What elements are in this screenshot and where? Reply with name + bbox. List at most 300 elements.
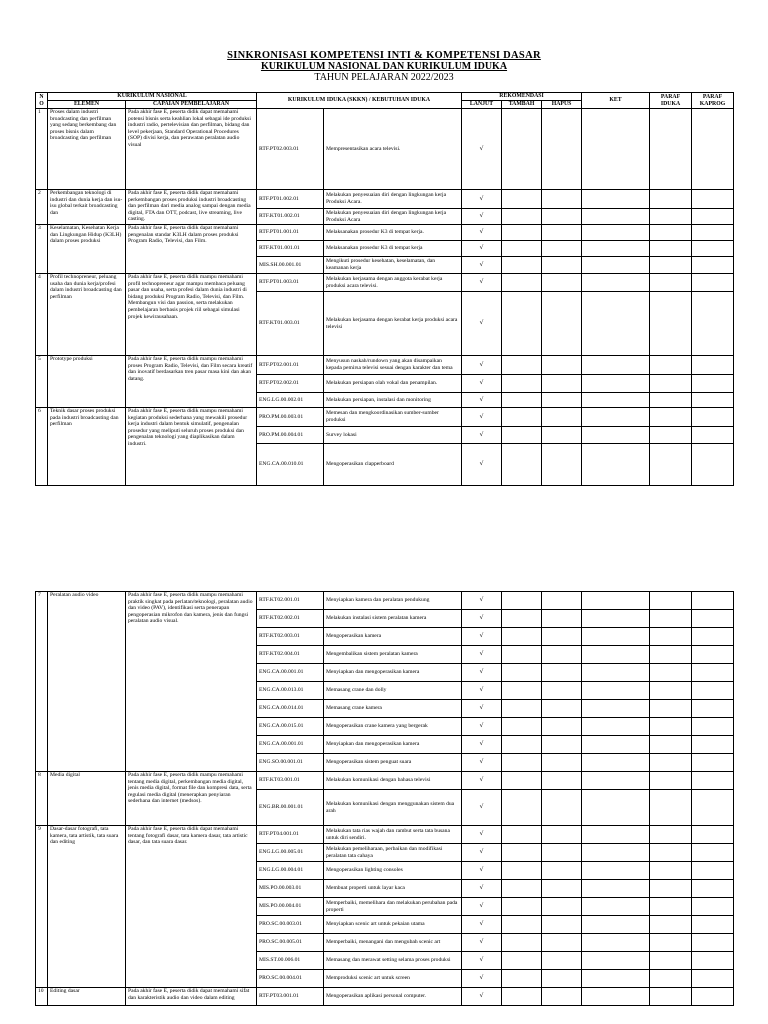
paraf-kaprog-cell xyxy=(692,646,734,664)
unit-title-cell: Mengoperasikan clapperboard xyxy=(324,444,462,486)
unit-code-cell: RTF.KT02.001.01 xyxy=(257,592,324,610)
paraf-iduka-cell xyxy=(650,700,692,718)
unit-title-cell: Memasang dan merawat setting selama proses produksi xyxy=(324,952,462,970)
elemen-cell: Perkembangan teknologi di industri dan dunia kerja dan isu-isu global terkait broadcasting dan xyxy=(48,190,126,225)
ket-cell xyxy=(582,772,650,790)
ket-cell xyxy=(582,292,650,356)
lanjut-check-cell: √ xyxy=(462,862,502,880)
paraf-iduka-cell xyxy=(650,970,692,988)
lanjut-check-cell: √ xyxy=(462,225,502,241)
hapus-cell xyxy=(542,880,582,898)
ket-cell xyxy=(582,916,650,934)
sync-table-page-1 xyxy=(35,92,734,486)
ket-cell xyxy=(582,274,650,292)
row-number: 5 xyxy=(36,356,48,408)
lanjut-check-cell: √ xyxy=(462,844,502,862)
unit-code-cell: ENG.CA.00.015.01 xyxy=(257,718,324,736)
hapus-cell xyxy=(542,934,582,952)
unit-title-cell: Melakukan komunikasi dengan menggunakan sistem dua arah xyxy=(324,790,462,826)
paraf-kaprog-cell xyxy=(692,664,734,682)
lanjut-check-cell: √ xyxy=(462,754,502,772)
paraf-kaprog-cell xyxy=(692,772,734,790)
col-iduka: KURIKULUM IDUKA (SKKN) / KEBUTUHAN IDUKA xyxy=(257,93,462,109)
unit-title-cell: Melakukan persiapan, instalasi dan monitoring xyxy=(324,393,462,408)
hapus-cell xyxy=(542,664,582,682)
hapus-cell xyxy=(542,241,582,257)
paraf-kaprog-cell xyxy=(692,274,734,292)
hapus-cell xyxy=(542,444,582,486)
paraf-kaprog-cell xyxy=(692,916,734,934)
lanjut-check-cell: √ xyxy=(462,592,502,610)
unit-code-cell: PRO.PM.00.004.01 xyxy=(257,427,324,444)
paraf-iduka-cell xyxy=(650,916,692,934)
unit-code-cell: RTF.KT02.004.01 xyxy=(257,646,324,664)
tambah-cell xyxy=(502,444,542,486)
hapus-cell xyxy=(542,274,582,292)
paraf-iduka-cell xyxy=(650,718,692,736)
unit-title-cell: Memperbaiki, menangani dan mengubah scenic art xyxy=(324,934,462,952)
paraf-kaprog-cell xyxy=(692,592,734,610)
hapus-cell xyxy=(542,952,582,970)
ket-cell xyxy=(582,898,650,916)
paraf-iduka-cell xyxy=(650,952,692,970)
tambah-cell xyxy=(502,718,542,736)
hapus-cell xyxy=(542,257,582,274)
ket-cell xyxy=(582,646,650,664)
hapus-cell xyxy=(542,610,582,628)
paraf-iduka-cell xyxy=(650,393,692,408)
doc-title: SINKRONISASI KOMPETENSI INTI & KOMPETENSI DASAR xyxy=(227,50,541,61)
paraf-kaprog-cell xyxy=(692,209,734,225)
ket-cell xyxy=(582,408,650,427)
ket-cell xyxy=(582,356,650,375)
unit-title-cell: Melakukan pemeliharaan, perbaikan dan modifikasi peralatan tata cahaya xyxy=(324,844,462,862)
tambah-cell xyxy=(502,826,542,844)
unit-code-cell: ENG.CA.00.010.01 xyxy=(257,444,324,486)
tambah-cell xyxy=(502,274,542,292)
tambah-cell xyxy=(502,209,542,225)
ket-cell xyxy=(582,970,650,988)
ket-cell xyxy=(582,790,650,826)
elemen-cell: Media digital xyxy=(48,772,126,826)
paraf-kaprog-cell xyxy=(692,952,734,970)
lanjut-check-cell: √ xyxy=(462,790,502,826)
lanjut-check-cell: √ xyxy=(462,628,502,646)
paraf-iduka-cell xyxy=(650,241,692,257)
col-kurnas: KURIKULUM NASIONAL xyxy=(48,93,257,101)
ket-cell xyxy=(582,190,650,209)
unit-title-cell: Melakukan penyesuaian diri dengan lingkungan kerja Produksi Acara xyxy=(324,209,462,225)
paraf-iduka-cell xyxy=(650,427,692,444)
unit-code-cell: PRO.SC.00.003.01 xyxy=(257,916,324,934)
hapus-cell xyxy=(542,988,582,1006)
paraf-kaprog-cell xyxy=(692,682,734,700)
paraf-kaprog-cell xyxy=(692,718,734,736)
hapus-cell xyxy=(542,375,582,393)
elemen-cell: Profil technopreneur, peluang usaha dan dunia kerja/profesi dalam industri broadcasting dan perfilman xyxy=(48,274,126,356)
tambah-cell xyxy=(502,880,542,898)
paraf-kaprog-cell xyxy=(692,393,734,408)
unit-title-cell: Melakukan tata rias wajah dan rambut serta tata busana untuk diri sendiri. xyxy=(324,826,462,844)
paraf-kaprog-cell xyxy=(692,700,734,718)
lanjut-check-cell: √ xyxy=(462,736,502,754)
elemen-cell: Proses dalam industri broadcasting dan perfilman yang sedang berkembang dan proses bisnis dalam broadcasting dan perfilman xyxy=(48,109,126,190)
col-rekomendasi: REKOMENDASI xyxy=(462,93,582,101)
paraf-kaprog-cell xyxy=(692,934,734,952)
unit-title-cell: Menyiapkan dan mengoperasikan kamera xyxy=(324,736,462,754)
unit-code-cell: ENG.CA.00.014.01 xyxy=(257,700,324,718)
ket-cell xyxy=(582,257,650,274)
unit-code-cell: MIS.PO.00.003.01 xyxy=(257,880,324,898)
tambah-cell xyxy=(502,790,542,826)
row-number: 4 xyxy=(36,274,48,356)
table-row xyxy=(36,190,734,209)
paraf-kaprog-cell xyxy=(692,225,734,241)
ket-cell xyxy=(582,592,650,610)
tambah-cell xyxy=(502,898,542,916)
doc-subtitle: KURIKULUM NASIONAL DAN KURIKULUM IDUKA xyxy=(260,61,508,72)
unit-code-cell: ENG.CA.00.001.01 xyxy=(257,664,324,682)
paraf-kaprog-cell xyxy=(692,375,734,393)
unit-code-cell: RTF.KT01.001.01 xyxy=(257,241,324,257)
ket-cell xyxy=(582,754,650,772)
tambah-cell xyxy=(502,356,542,375)
ket-cell xyxy=(582,427,650,444)
unit-title-cell: Melakukan penyesuaian diri dengan lingkungan kerja Produksi Acara. xyxy=(324,190,462,209)
unit-title-cell: Melakukan persiapan olah vokal dan penampilan. xyxy=(324,375,462,393)
hapus-cell xyxy=(542,628,582,646)
unit-title-cell: Mempresentasikan acara televisi. xyxy=(324,109,462,190)
lanjut-check-cell: √ xyxy=(462,898,502,916)
capaian-cell: Pada akhir fase E, peserta didik mampu memahami proses Program Radio, Televisi, dan Film secara kreatif dan inovatif berdasarkan tren pasar masa kini dan akan datang. xyxy=(126,356,257,408)
lanjut-check-cell: √ xyxy=(462,700,502,718)
paraf-iduka-cell xyxy=(650,375,692,393)
unit-title-cell: Mengoperasikan sistem penguat suara xyxy=(324,754,462,772)
hapus-cell xyxy=(542,772,582,790)
unit-code-cell: RTF.KT03.001.01 xyxy=(257,772,324,790)
paraf-iduka-cell xyxy=(650,356,692,375)
lanjut-check-cell: √ xyxy=(462,109,502,190)
lanjut-check-cell: √ xyxy=(462,444,502,486)
row-number: 6 xyxy=(36,408,48,486)
tambah-cell xyxy=(502,772,542,790)
row-number: 7 xyxy=(36,592,48,772)
capaian-cell: Pada akhir fase E, peserta didik mampu memahami kegiatan produksi sederhana yang mewakili prosedur kerja industri dalam bentuk simulatif, pengenalan prosedur yang meliputi seluruh proses produksi dan pengenalan teknologi yang diaplikasikan dalam industri. xyxy=(126,408,257,486)
hapus-cell xyxy=(542,898,582,916)
unit-title-cell: Melakukan kerjasama dengan kerabat kerja produksi acara televisi xyxy=(324,292,462,356)
unit-code-cell: RTF.KT01.003.01 xyxy=(257,292,324,356)
col-lanjut: LANJUT xyxy=(462,101,502,109)
row-number: 8 xyxy=(36,772,48,826)
paraf-iduka-cell xyxy=(650,898,692,916)
unit-code-cell: ENG.CA.00.013.01 xyxy=(257,682,324,700)
ket-cell xyxy=(582,225,650,241)
paraf-iduka-cell xyxy=(650,862,692,880)
paraf-iduka-cell xyxy=(650,274,692,292)
tambah-cell xyxy=(502,408,542,427)
unit-title-cell: Menyiapkan scenic art untuk pekaian utama xyxy=(324,916,462,934)
tambah-cell xyxy=(502,241,542,257)
col-paraf-iduka: PARAF IDUKA xyxy=(650,93,692,109)
unit-code-cell: PRO.PM.00.003.01 xyxy=(257,408,324,427)
ket-cell xyxy=(582,736,650,754)
paraf-kaprog-cell xyxy=(692,790,734,826)
unit-code-cell: ENG.SO.00.001.01 xyxy=(257,754,324,772)
unit-code-cell: ENG.LG.00.005.01 xyxy=(257,844,324,862)
capaian-cell: Pada akhir fase E, peserta didik dapat memahami tentang fotografi dasar, tata kamera dasar, tata artistic dasar, dan tata suara dasar. xyxy=(126,826,257,988)
unit-title-cell: Memasang crane kamera xyxy=(324,700,462,718)
paraf-kaprog-cell xyxy=(692,190,734,209)
hapus-cell xyxy=(542,970,582,988)
col-elemen: ELEMEN xyxy=(48,101,126,109)
tambah-cell xyxy=(502,225,542,241)
table-row xyxy=(36,988,734,1006)
hapus-cell xyxy=(542,718,582,736)
unit-code-cell: RTF.KT02.003.01 xyxy=(257,628,324,646)
lanjut-check-cell: √ xyxy=(462,772,502,790)
paraf-iduka-cell xyxy=(650,592,692,610)
paraf-kaprog-cell xyxy=(692,862,734,880)
tambah-cell xyxy=(502,862,542,880)
unit-code-cell: RTF.PT01.003.01 xyxy=(257,274,324,292)
row-number: 9 xyxy=(36,826,48,988)
tambah-cell xyxy=(502,628,542,646)
ket-cell xyxy=(582,988,650,1006)
unit-title-cell: Menyiapkan dan mengoperasikan kamera xyxy=(324,664,462,682)
ket-cell xyxy=(582,844,650,862)
unit-code-cell: RTF.PT02.002.01 xyxy=(257,375,324,393)
paraf-iduka-cell xyxy=(650,444,692,486)
unit-title-cell: Mengoperasikan crane kamera yang bergerak xyxy=(324,718,462,736)
ket-cell xyxy=(582,444,650,486)
paraf-kaprog-cell xyxy=(692,109,734,190)
unit-code-cell: PRO.SC.00.004.01 xyxy=(257,970,324,988)
paraf-kaprog-cell xyxy=(692,736,734,754)
paraf-kaprog-cell xyxy=(692,444,734,486)
tambah-cell xyxy=(502,664,542,682)
table-row xyxy=(36,772,734,790)
col-tambah: TAMBAH xyxy=(502,101,542,109)
hapus-cell xyxy=(542,356,582,375)
paraf-kaprog-cell xyxy=(692,241,734,257)
lanjut-check-cell: √ xyxy=(462,988,502,1006)
unit-title-cell: Mengembalikan sistem peralatan kamera xyxy=(324,646,462,664)
lanjut-check-cell: √ xyxy=(462,718,502,736)
paraf-kaprog-cell xyxy=(692,427,734,444)
table-row xyxy=(36,356,734,375)
elemen-cell: Teknik dasar proses produksi pada industri broadcasting dan perfilman xyxy=(48,408,126,486)
tambah-cell xyxy=(502,934,542,952)
tambah-cell xyxy=(502,916,542,934)
tambah-cell xyxy=(502,952,542,970)
ket-cell xyxy=(582,241,650,257)
ket-cell xyxy=(582,682,650,700)
paraf-iduka-cell xyxy=(650,790,692,826)
paraf-kaprog-cell xyxy=(692,880,734,898)
unit-code-cell: ENG.CA.00.001.01 xyxy=(257,736,324,754)
ket-cell xyxy=(582,862,650,880)
unit-title-cell: Memperbaiki, memelihara dan melakukan perubahan pada properti xyxy=(324,898,462,916)
paraf-kaprog-cell xyxy=(692,292,734,356)
tambah-cell xyxy=(502,109,542,190)
paraf-kaprog-cell xyxy=(692,754,734,772)
hapus-cell xyxy=(542,682,582,700)
lanjut-check-cell: √ xyxy=(462,826,502,844)
table-row xyxy=(36,274,734,292)
lanjut-check-cell: √ xyxy=(462,664,502,682)
table-row xyxy=(36,408,734,427)
unit-code-cell: MIS.SH.00.001.01 xyxy=(257,257,324,274)
paraf-iduka-cell xyxy=(650,209,692,225)
paraf-iduka-cell xyxy=(650,772,692,790)
unit-title-cell: Melakukan instalasi sistem peralatan kamera xyxy=(324,610,462,628)
elemen-cell: Editing dasar xyxy=(48,988,126,1006)
capaian-cell: Pada akhir fase E, peserta didik mampu memahami profil technopreneur agar mampu membaca peluang pasar dan usaha, serta profesi dalam dunia industri di bidang produksi Program Radio, Televisi, dan Film. Membangun visi dan passion, serta melakukan pembelajaran berbasis projek riil sebagai simulasi projek kewirausahaan. xyxy=(126,274,257,356)
paraf-iduka-cell xyxy=(650,190,692,209)
unit-code-cell: ENG.LG.00.004.01 xyxy=(257,862,324,880)
unit-title-cell: Mengoperasikan kamera xyxy=(324,628,462,646)
row-number: 3 xyxy=(36,225,48,274)
lanjut-check-cell: √ xyxy=(462,427,502,444)
capaian-cell: Pada akhir fase E, peserta didik dapat memahami potensi bisnis serta keahlian lokal sebagai ide produksi industri radio, pertelevisian dan perfilman, bidang dan level pekerjaan, Standard Operational Procedures (SOP) divisi kerja, dan perawatan peralatan audio visual xyxy=(126,109,257,190)
hapus-cell xyxy=(542,826,582,844)
hapus-cell xyxy=(542,408,582,427)
paraf-iduka-cell xyxy=(650,610,692,628)
tambah-cell xyxy=(502,257,542,274)
lanjut-check-cell: √ xyxy=(462,257,502,274)
col-ket: KET xyxy=(582,93,650,109)
tambah-cell xyxy=(502,190,542,209)
unit-title-cell: Mengoperasikan lighting consoles xyxy=(324,862,462,880)
lanjut-check-cell: √ xyxy=(462,610,502,628)
row-number: 1 xyxy=(36,109,48,190)
hapus-cell xyxy=(542,700,582,718)
ket-cell xyxy=(582,664,650,682)
hapus-cell xyxy=(542,393,582,408)
elemen-cell: Keselamatan, Kesehatan Kerja dan Lingkungan Hidup (K3LH) dalam proses produksi xyxy=(48,225,126,274)
elemen-cell: Dasar-dasar fotografi, tata kamera, tata artistik, tata suara dan editing xyxy=(48,826,126,988)
capaian-cell: Pada akhir fase E, peserta didik dapat memahami perkembangan proses produksi industri broadcasting dan perfilman dari media analog sampai dengan media digital, FTA dan OTT, podcast, live streaming, live casting. xyxy=(126,190,257,225)
table-row xyxy=(36,225,734,241)
unit-code-cell: PRO.SC.00.005.01 xyxy=(257,934,324,952)
paraf-iduka-cell xyxy=(650,225,692,241)
unit-title-cell: Melaksanakan prosedur K3 di tempat kerja. xyxy=(324,225,462,241)
paraf-iduka-cell xyxy=(650,880,692,898)
row-number: 10 xyxy=(36,988,48,1006)
hapus-cell xyxy=(542,646,582,664)
paraf-iduka-cell xyxy=(650,646,692,664)
tambah-cell xyxy=(502,988,542,1006)
lanjut-check-cell: √ xyxy=(462,241,502,257)
ket-cell xyxy=(582,880,650,898)
lanjut-check-cell: √ xyxy=(462,209,502,225)
tambah-cell xyxy=(502,646,542,664)
unit-code-cell: ENG.BR.00.001.01 xyxy=(257,790,324,826)
unit-code-cell: RTF.PT01.001.01 xyxy=(257,225,324,241)
capaian-cell: Pada akhir fase E, peserta didik mampu memahami tentang media digital, perkembangan media digital, jenis media digital, format file dan kompresi data, serta regulasi media digital (menerapkan penyiaran sederhana dan internet (medsos). xyxy=(126,772,257,826)
ket-cell xyxy=(582,952,650,970)
hapus-cell xyxy=(542,736,582,754)
hapus-cell xyxy=(542,209,582,225)
paraf-kaprog-cell xyxy=(692,826,734,844)
ket-cell xyxy=(582,610,650,628)
tambah-cell xyxy=(502,682,542,700)
tambah-cell xyxy=(502,375,542,393)
capaian-cell: Pada akhir fase E, peserta didik mampu memahami praktik singkat pada perlatan/teknologi, peralatan audio dan video (PAV), identifikasi serta penerapan pengoperasian mikrofon dan kamera, jenis dan fungsi peralatan audio visual. xyxy=(126,592,257,772)
paraf-iduka-cell xyxy=(650,292,692,356)
tambah-cell xyxy=(502,700,542,718)
hapus-cell xyxy=(542,190,582,209)
lanjut-check-cell: √ xyxy=(462,274,502,292)
hapus-cell xyxy=(542,592,582,610)
ket-cell xyxy=(582,393,650,408)
unit-code-cell: RTF.KT01.002.01 xyxy=(257,209,324,225)
lanjut-check-cell: √ xyxy=(462,916,502,934)
tambah-cell xyxy=(502,610,542,628)
hapus-cell xyxy=(542,862,582,880)
hapus-cell xyxy=(542,844,582,862)
lanjut-check-cell: √ xyxy=(462,356,502,375)
lanjut-check-cell: √ xyxy=(462,952,502,970)
unit-title-cell: Menyiapkan kamera dan peralatan pendukung xyxy=(324,592,462,610)
paraf-iduka-cell xyxy=(650,754,692,772)
hapus-cell xyxy=(542,427,582,444)
paraf-iduka-cell xyxy=(650,844,692,862)
paraf-iduka-cell xyxy=(650,257,692,274)
ket-cell xyxy=(582,934,650,952)
tambah-cell xyxy=(502,427,542,444)
unit-title-cell: Melakukan komunikasi dengan bahasa televisi xyxy=(324,772,462,790)
sync-table-page-2 xyxy=(35,591,734,1006)
lanjut-check-cell: √ xyxy=(462,393,502,408)
hapus-cell xyxy=(542,225,582,241)
paraf-iduka-cell xyxy=(650,988,692,1006)
ket-cell xyxy=(582,209,650,225)
paraf-iduka-cell xyxy=(650,628,692,646)
unit-title-cell: Survey lokasi xyxy=(324,427,462,444)
paraf-iduka-cell xyxy=(650,826,692,844)
unit-code-cell: RTF.PT01.002.01 xyxy=(257,190,324,209)
lanjut-check-cell: √ xyxy=(462,292,502,356)
unit-code-cell: MIS.ST.00.006.01 xyxy=(257,952,324,970)
unit-title-cell: Menyusun naskah/rundown yang akan disampaikan kepada pemirsa televisi sesuai dengan karakter dan tema xyxy=(324,356,462,375)
unit-code-cell: RTF.PT02.003.01 xyxy=(257,109,324,190)
unit-code-cell: ENG.LG.00.002.01 xyxy=(257,393,324,408)
unit-code-cell: RTF.PT02.001.01 xyxy=(257,356,324,375)
unit-title-cell: Membuat properti untuk layar kaca xyxy=(324,880,462,898)
ket-cell xyxy=(582,718,650,736)
unit-code-cell: RTF.KT02.002.01 xyxy=(257,610,324,628)
unit-code-cell: MIS.PO.00.004.01 xyxy=(257,898,324,916)
ket-cell xyxy=(582,826,650,844)
tambah-cell xyxy=(502,970,542,988)
unit-title-cell: Mengikuti prosedur kesehatan, keselamatan, dan keamanan kerja xyxy=(324,257,462,274)
table-row xyxy=(36,826,734,844)
hapus-cell xyxy=(542,790,582,826)
ket-cell xyxy=(582,109,650,190)
unit-title-cell: Memproduksi scenic art untuk screen xyxy=(324,970,462,988)
hapus-cell xyxy=(542,109,582,190)
tambah-cell xyxy=(502,844,542,862)
row-number: 2 xyxy=(36,190,48,225)
elemen-cell: Peralatan audio video xyxy=(48,592,126,772)
capaian-cell: Pada akhir fase E, peserta didik dapat memahami pengenalan standar K3LH dalam proses produksi Program Radio, Televisi, dan Film. xyxy=(126,225,257,274)
ket-cell xyxy=(582,375,650,393)
paraf-iduka-cell xyxy=(650,682,692,700)
unit-code-cell: RTF.PT03.001.01 xyxy=(257,988,324,1006)
lanjut-check-cell: √ xyxy=(462,190,502,209)
lanjut-check-cell: √ xyxy=(462,682,502,700)
